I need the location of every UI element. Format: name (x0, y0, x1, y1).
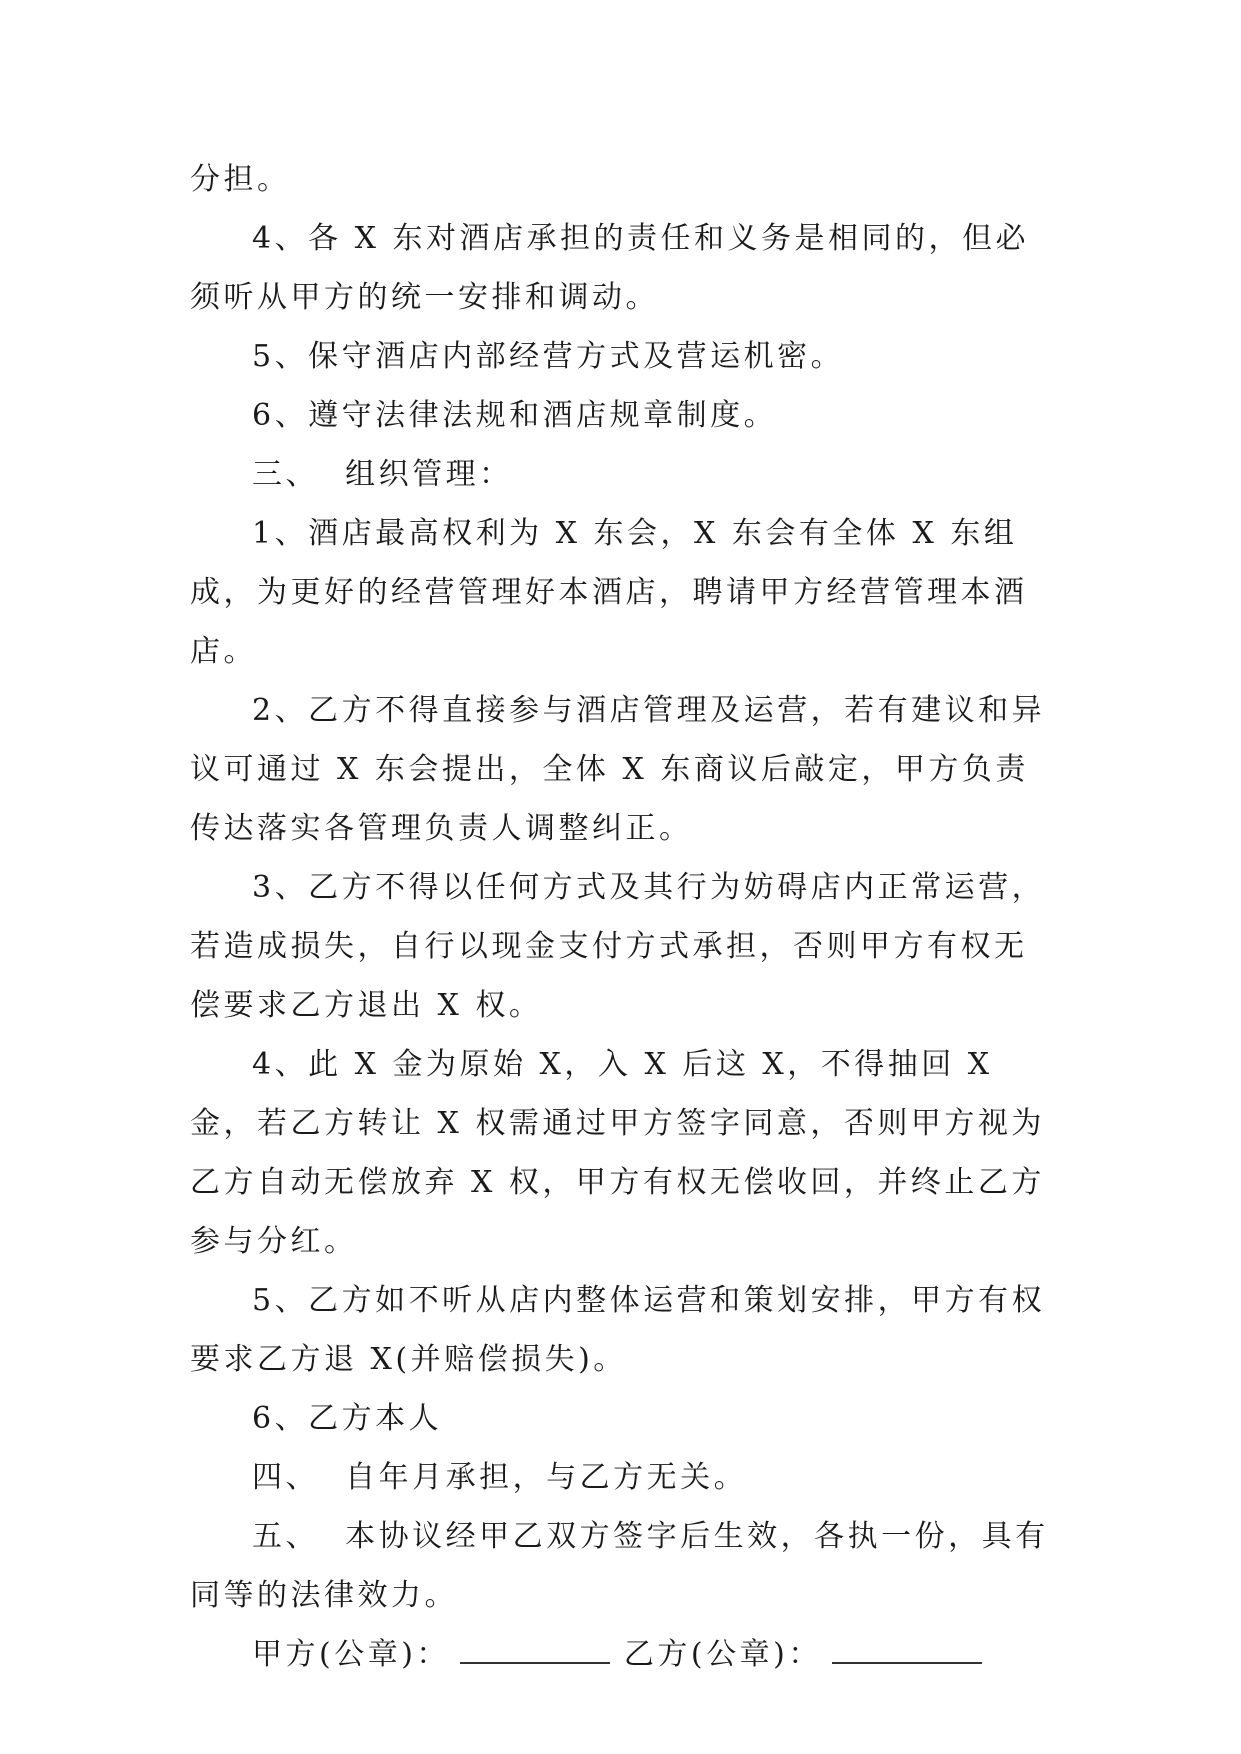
clause-3-3: 3、乙方不得以任何方式及其行为妨碍店内正常运营，若造成损失，自行以现金支付方式承担，否则甲方有权无偿要求乙方退出 X 权。 (190, 870, 1046, 1023)
party-a-signature-blank[interactable] (460, 1642, 610, 1664)
paragraph-continuation: 分担。 (190, 162, 291, 197)
party-a-label: 甲方(公章)： (252, 1637, 450, 1672)
party-b-signature-blank[interactable] (832, 1642, 982, 1664)
document-page (190, 150, 1060, 1684)
section-4: 四、 自年月承担，与乙方无关。 (252, 1460, 748, 1495)
clause-3-5: 5、乙方如不听从店内整体运营和策划安排，甲方有权要求乙方退 X(并赔偿损失)。 (190, 1283, 1046, 1377)
clause-3-4: 4、此 X 金为原始 X，入 X 后这 X，不得抽回 X 金，若乙方转让 X 权需通过甲方签字同意，否则甲方视为乙方自动无偿放弃 X 权，甲方有权无偿收回，并终止乙方参与分红。 (190, 1047, 1045, 1259)
signature-line (190, 1625, 1060, 1684)
party-b-label: 乙方(公章)： (623, 1637, 822, 1672)
clause-2-5: 5、保守酒店内部经营方式及营运机密。 (252, 339, 845, 374)
clause-2-4: 4、各 X 东对酒店承担的责任和义务是相同的，但必须听从甲方的统一安排和调动。 (190, 221, 1030, 315)
clause-3-2: 2、乙方不得直接参与酒店管理及运营，若有建议和异议可通过 X 东会提出，全体 X 东商议后敲定，甲方负责传达落实各管理负责人调整纠正。 (190, 693, 1046, 846)
clause-3-6: 6、乙方本人 (252, 1401, 443, 1436)
clause-3-1: 1、酒店最高权利为 X 东会，X 东会有全体 X 东组成，为更好的经营管理好本酒店，聘请甲方经营管理本酒店。 (190, 516, 1028, 669)
section-heading-3: 三、 组织管理： (252, 457, 513, 492)
clause-2-6: 6、遵守法律法规和酒店规章制度。 (252, 398, 778, 433)
section-5: 五、 本协议经甲乙双方签字后生效，各执一份，具有同等的法律效力。 (190, 1519, 1049, 1613)
